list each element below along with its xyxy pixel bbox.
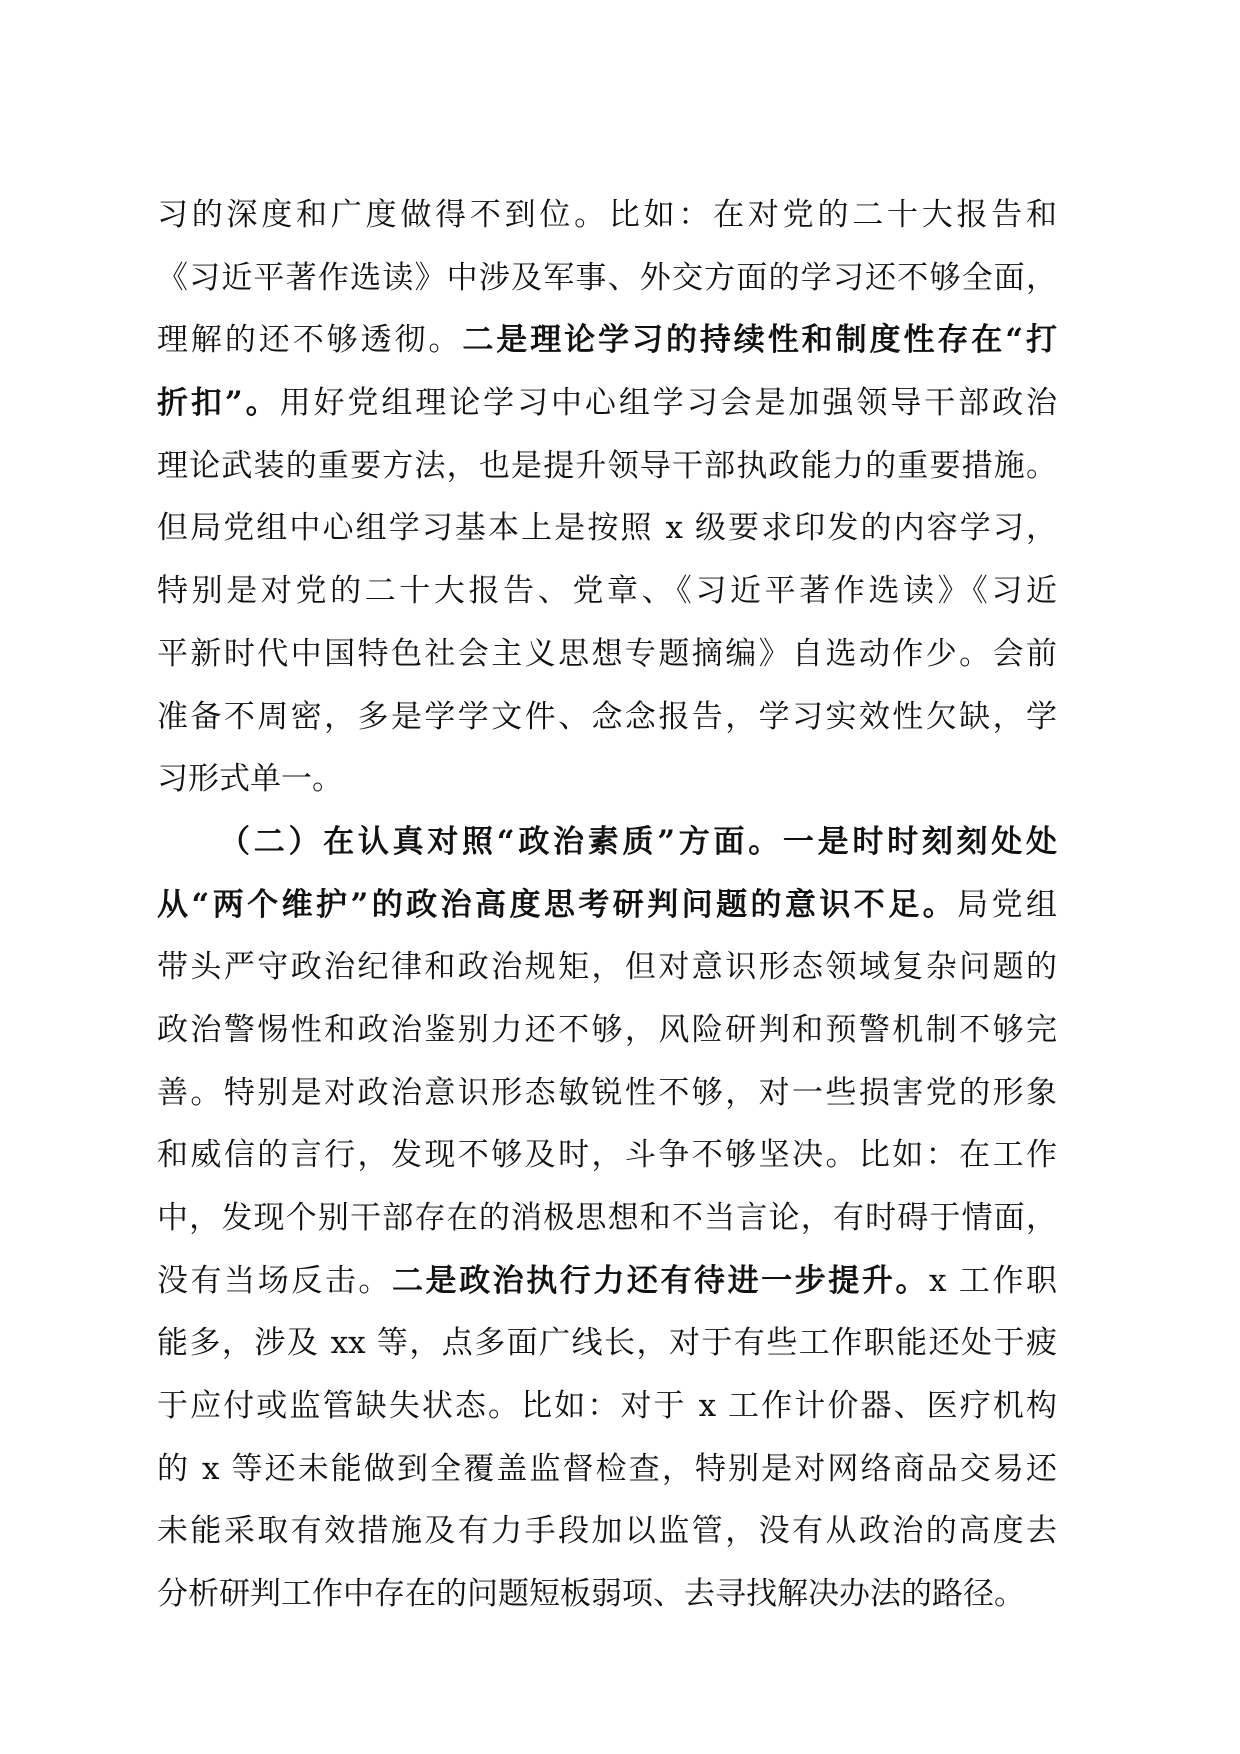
text-line bbox=[157, 1124, 1057, 1187]
bold-text-segment: 二是政治执行力还有待进一步提升。 bbox=[391, 1262, 929, 1299]
text-segment: 但局党组中心组学习基本上是按照 x 级要求印发的内容学习， bbox=[157, 510, 1057, 547]
text-segment: 政治警惕性和政治鉴别力还不够，风险研判和预警机制不够完 bbox=[157, 1011, 1057, 1048]
text-segment: 理解的还不够透彻。 bbox=[157, 322, 463, 359]
text-segment: 善。特别是对政治意识形态敏锐性不够，对一些损害党的形象 bbox=[157, 1074, 1057, 1111]
text-segment: 习的深度和广度做得不到位。比如：在对党的二十大报告和 bbox=[157, 197, 1057, 233]
text-line bbox=[157, 1563, 1057, 1626]
text-line bbox=[157, 686, 1057, 749]
text-segment: 没有当场反击。 bbox=[157, 1262, 392, 1299]
text-line bbox=[157, 1312, 1057, 1375]
text-line bbox=[157, 372, 1057, 435]
text-line bbox=[157, 497, 1057, 560]
bold-text-segment: 从“两个维护”的政治高度思考研判问题的意识不足。 bbox=[157, 886, 958, 923]
text-line bbox=[157, 1375, 1057, 1438]
text-line bbox=[157, 1187, 1057, 1250]
text-segment: 能多，涉及 xx 等，点多面广线长，对于有些工作职能还处于疲 bbox=[157, 1325, 1057, 1362]
text-segment: 分析研判工作中存在的问题短板弱项、去寻找解决办法的路径。 bbox=[157, 1576, 1025, 1613]
text-line bbox=[157, 748, 1057, 811]
text-segment: x 工作职 bbox=[928, 1262, 1058, 1299]
text-segment: 局党组 bbox=[957, 886, 1057, 923]
text-line bbox=[157, 247, 1057, 310]
text-line bbox=[157, 999, 1057, 1062]
text-segment: 《习近平著作选读》中涉及军事、外交方面的学习还不够全面， bbox=[157, 259, 1057, 296]
text-segment: 准备不周密，多是学学文件、念念报告，学习实效性欠缺，学 bbox=[157, 698, 1057, 735]
text-line bbox=[157, 874, 1057, 937]
bold-text-segment: （二）在认真对照“政治素质”方面。一是时时刻刻处处 bbox=[219, 823, 1057, 860]
text-segment: 未能采取有效措施及有力手段加以监管，没有从政治的高度去 bbox=[157, 1513, 1057, 1550]
text-line bbox=[157, 309, 1057, 372]
text-line bbox=[157, 1062, 1057, 1125]
text-segment: 和威信的言行，发现不够及时，斗争不够坚决。比如：在工作 bbox=[157, 1137, 1057, 1174]
text-line bbox=[157, 1250, 1057, 1313]
text-segment: 于应付或监管缺失状态。比如：对于 x 工作计价器、医疗机构 bbox=[157, 1388, 1057, 1425]
text-segment: 的 x 等还未能做到全覆盖监督检查，特别是对网络商品交易还 bbox=[157, 1450, 1057, 1487]
text-line bbox=[157, 1438, 1057, 1501]
text-line bbox=[157, 435, 1057, 498]
text-line bbox=[157, 560, 1057, 623]
text-segment: 带头严守政治纪律和政治规矩，但对意识形态领域复杂问题的 bbox=[157, 949, 1057, 986]
text-segment: 用好党组理论学习中心组学习会是加强领导干部政治 bbox=[279, 385, 1057, 422]
text-segment: 中，发现个别干部存在的消极思想和不当言论，有时碍于情面， bbox=[157, 1200, 1057, 1236]
text-line bbox=[157, 184, 1057, 247]
text-line bbox=[157, 1500, 1057, 1563]
text-segment: 特别是对党的二十大报告、党章、《习近平著作选读》《习近 bbox=[157, 573, 1057, 610]
text-segment: 平新时代中国特色社会主义思想专题摘编》自选动作少。会前 bbox=[157, 635, 1057, 672]
document-body bbox=[157, 184, 1057, 1626]
text-line bbox=[157, 623, 1057, 686]
bold-text-segment: 折扣”。 bbox=[157, 385, 280, 422]
text-line bbox=[157, 936, 1057, 999]
text-segment: 习形式单一。 bbox=[157, 761, 343, 798]
text-line bbox=[157, 811, 1057, 874]
text-segment: 理论武装的重要方法，也是提升领导干部执政能力的重要措施。 bbox=[157, 447, 1057, 484]
bold-text-segment: 二是理论学习的持续性和制度性存在“打 bbox=[462, 322, 1057, 359]
